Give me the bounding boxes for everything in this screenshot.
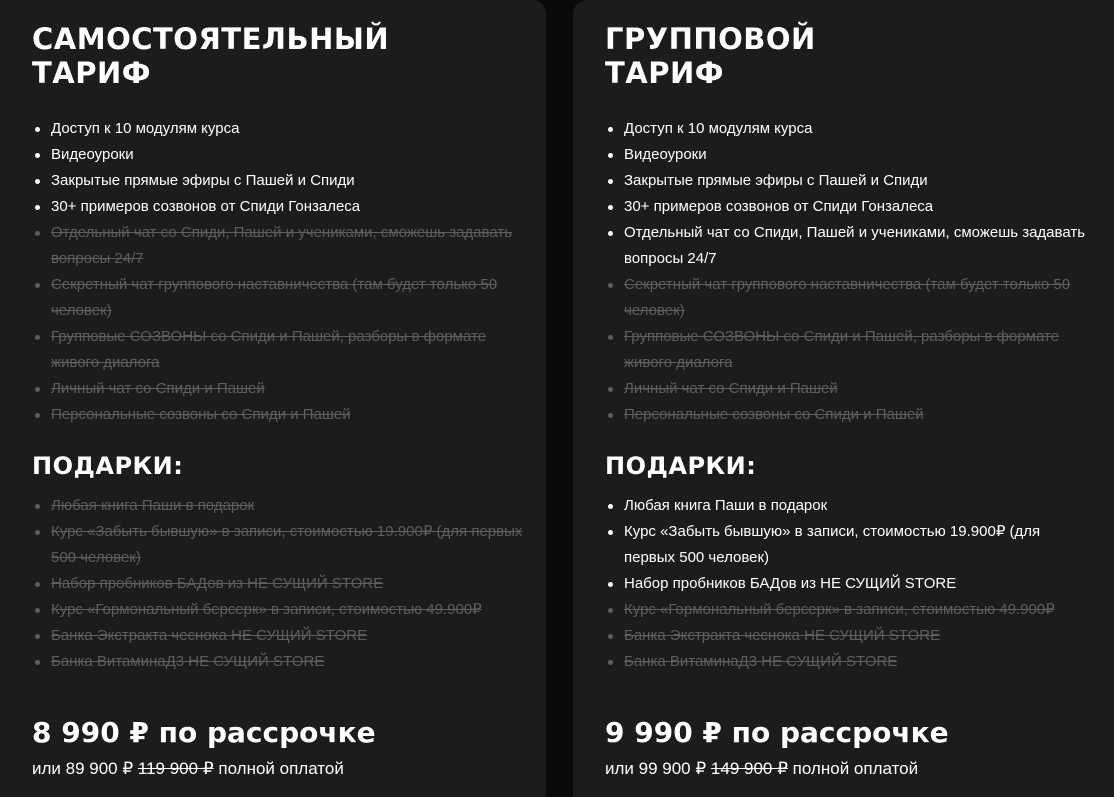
feature-item: Закрытые прямые эфиры с Пашей и Спиди bbox=[605, 168, 1094, 194]
gift-item: Курс «Гормональный берсерк» в записи, стоимостью 49.900₽ bbox=[32, 597, 526, 623]
feature-item: Видеоуроки bbox=[32, 142, 526, 168]
installment-price: 9 990 ₽ по рассрочке bbox=[605, 716, 949, 749]
feature-item: Групповые СОЗВОНЫ со Спиди и Пашей, разборы в формате живого диалога bbox=[605, 324, 1094, 376]
gift-item: Любая книга Паши в подарок bbox=[605, 493, 1094, 519]
features-list bbox=[605, 116, 1094, 428]
feature-item: Доступ к 10 модулям курса bbox=[32, 116, 526, 142]
gift-item: Набор пробников БАДов из НЕ СУЩИЙ STORE bbox=[605, 571, 1094, 597]
full-payment-price bbox=[32, 757, 344, 781]
plan-title-line-2: ТАРИФ bbox=[605, 56, 725, 90]
gift-item: Любая книга Паши в подарок bbox=[32, 493, 526, 519]
feature-item: Секретный чат группового наставничества (там будет только 50 человек) bbox=[605, 272, 1094, 324]
full-price-suffix: полной оплатой bbox=[218, 759, 344, 778]
feature-item: Секретный чат группового наставничества (там будет только 50 человек) bbox=[32, 272, 526, 324]
gift-item: Банка Экстракта чеснока НЕ СУЩИЙ STORE bbox=[605, 623, 1094, 649]
feature-item: Закрытые прямые эфиры с Пашей и Спиди bbox=[32, 168, 526, 194]
gift-item: Банка ВитаминаД3 НЕ СУЩИЙ STORE bbox=[605, 649, 1094, 675]
full-price-old: 149 900 ₽ bbox=[710, 759, 788, 778]
plan-title-line-1: САМОСТОЯТЕЛЬНЫЙ bbox=[32, 22, 390, 56]
gift-item: Курс «Забыть бывшую» в записи, стоимостью 19.900₽ (для первых 500 человек) bbox=[32, 519, 526, 571]
gifts-list bbox=[32, 493, 526, 675]
gifts-list bbox=[605, 493, 1094, 675]
full-payment-price bbox=[605, 757, 918, 781]
feature-item: 30+ примеров созвонов от Спиди Гонзалеса bbox=[605, 194, 1094, 220]
feature-item: Персональные созвоны со Спиди и Пашей bbox=[32, 402, 526, 428]
full-price-current: или 99 900 ₽ bbox=[605, 759, 707, 778]
plan-title bbox=[32, 0, 526, 90]
feature-item: Отдельный чат со Спиди, Пашей и учениками, сможешь задавать вопросы 24/7 bbox=[32, 220, 526, 272]
gift-item: Набор пробников БАДов из НЕ СУЩИЙ STORE bbox=[32, 571, 526, 597]
feature-item: Персональные созвоны со Спиди и Пашей bbox=[605, 402, 1094, 428]
gift-item: Банка Экстракта чеснока НЕ СУЩИЙ STORE bbox=[32, 623, 526, 649]
plan-title-line-2: ТАРИФ bbox=[32, 56, 152, 90]
feature-item: Доступ к 10 модулям курса bbox=[605, 116, 1094, 142]
plan-card-self bbox=[0, 0, 546, 797]
gift-item: Курс «Гормональный берсерк» в записи, стоимостью 49.900₽ bbox=[605, 597, 1094, 623]
plan-title-line-1: ГРУППОВОЙ bbox=[605, 22, 816, 56]
full-price-old: 119 900 ₽ bbox=[137, 759, 214, 778]
gift-item: Курс «Забыть бывшую» в записи, стоимостью 19.900₽ (для первых 500 человек) bbox=[605, 519, 1094, 571]
feature-item: Отдельный чат со Спиди, Пашей и учениками, сможешь задавать вопросы 24/7 bbox=[605, 220, 1094, 272]
gifts-heading: ПОДАРКИ: bbox=[605, 452, 757, 480]
plan-title bbox=[605, 0, 1094, 90]
plan-card-group bbox=[573, 0, 1114, 797]
features-list bbox=[32, 116, 526, 428]
feature-item: Личный чат со Спиди и Пашей bbox=[32, 376, 526, 402]
feature-item: Личный чат со Спиди и Пашей bbox=[605, 376, 1094, 402]
installment-price: 8 990 ₽ по рассрочке bbox=[32, 716, 376, 749]
feature-item: Видеоуроки bbox=[605, 142, 1094, 168]
full-price-suffix: полной оплатой bbox=[792, 759, 919, 778]
gift-item: Банка ВитаминаД3 НЕ СУЩИЙ STORE bbox=[32, 649, 526, 675]
gifts-heading: ПОДАРКИ: bbox=[32, 452, 184, 480]
full-price-current: или 89 900 ₽ bbox=[32, 759, 134, 778]
feature-item: 30+ примеров созвонов от Спиди Гонзалеса bbox=[32, 194, 526, 220]
feature-item: Групповые СОЗВОНЫ со Спиди и Пашей, разборы в формате живого диалога bbox=[32, 324, 526, 376]
